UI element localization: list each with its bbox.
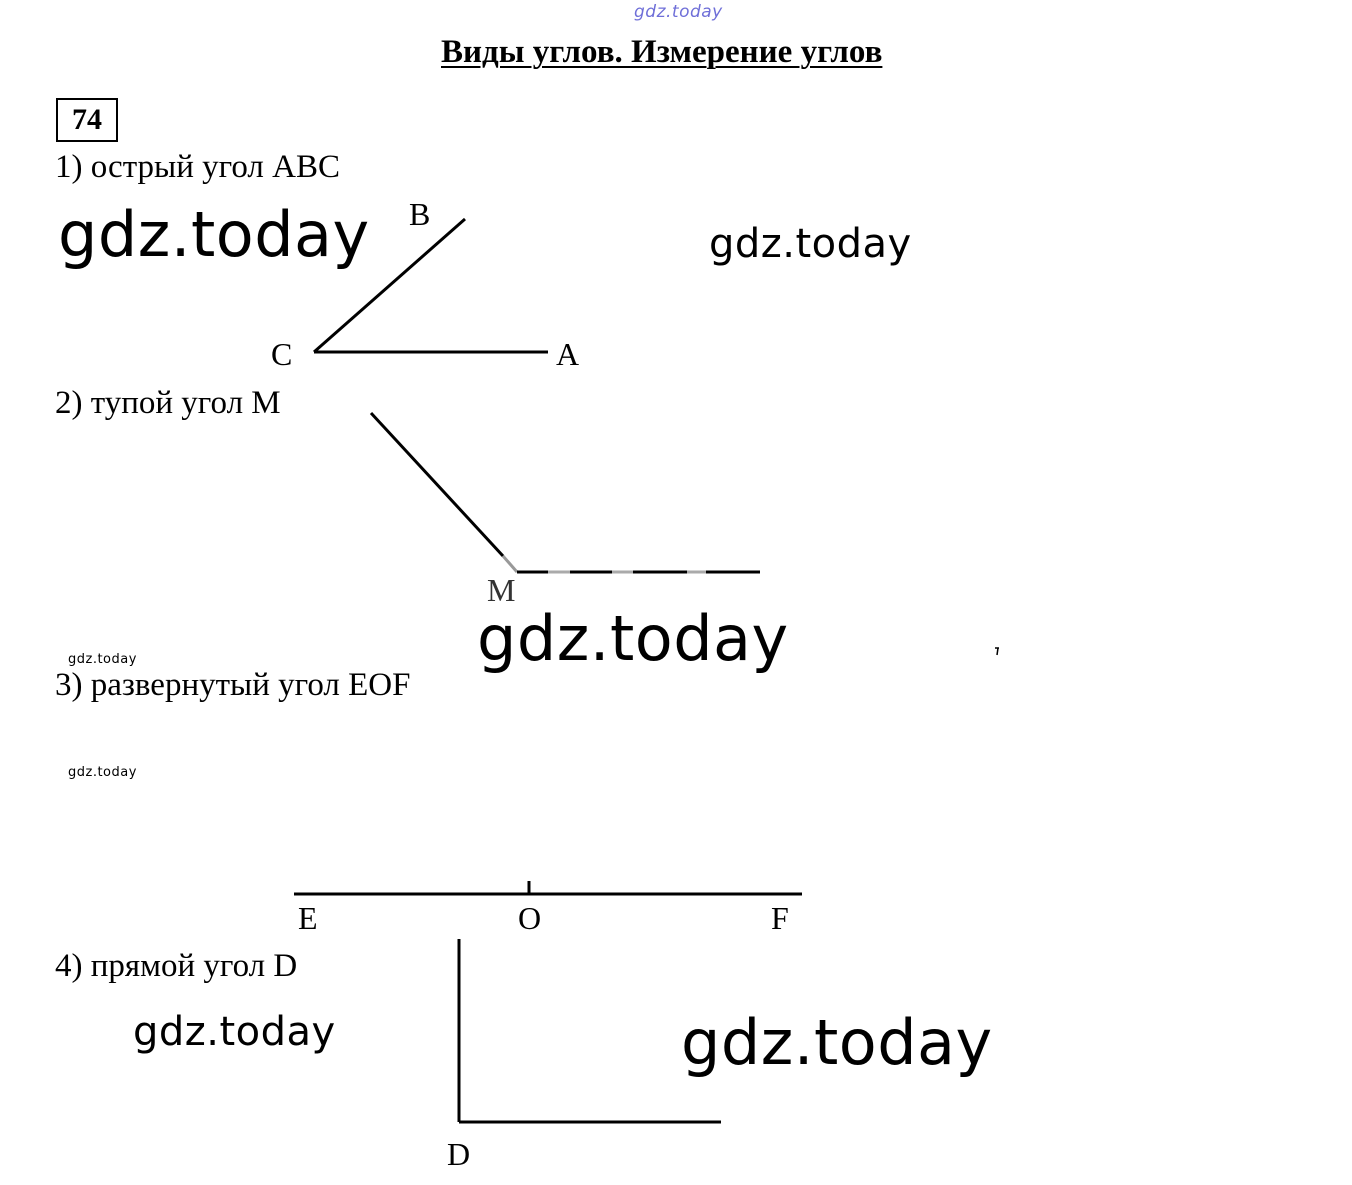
watermark-medium-1: gdz.today (709, 221, 912, 267)
watermark-large-1: gdz.today (58, 198, 370, 271)
obtuse-angle-figure (371, 413, 760, 572)
stray-mark-2 (997, 648, 998, 655)
straight-angle-figure (294, 881, 802, 894)
label-d: D (447, 1136, 471, 1172)
watermark-small-2: gdz.today (68, 765, 137, 780)
watermark-small-1: gdz.today (68, 652, 137, 667)
item-straight-angle: 3) развернутый угол EOF (55, 667, 411, 703)
item-acute-angle: 1) острый угол ABC (55, 149, 340, 185)
watermark-medium-2: gdz.today (133, 1009, 336, 1055)
watermark-large-3: gdz.today (681, 1006, 993, 1079)
label-e: E (298, 900, 318, 936)
ray-m-upper (371, 413, 503, 556)
page-title: Виды углов. Измерение углов (441, 34, 883, 70)
acute-angle-figure (314, 219, 548, 352)
watermark-large-2: gdz.today (477, 602, 789, 675)
label-f: F (771, 900, 789, 936)
ray-cb (314, 219, 465, 352)
item-obtuse-angle: 2) тупой угол М (55, 385, 281, 421)
right-angle-figure (459, 939, 721, 1122)
watermark-top: gdz.today (634, 2, 723, 22)
label-c: C (271, 336, 293, 372)
label-o: O (518, 900, 542, 936)
ray-m-upper-faded (503, 556, 517, 572)
label-a: A (556, 336, 580, 372)
item-right-angle: 4) прямой угол D (55, 948, 298, 984)
task-number-box: 74 (56, 98, 118, 142)
label-b: B (409, 196, 431, 232)
label-m: M (487, 572, 516, 608)
